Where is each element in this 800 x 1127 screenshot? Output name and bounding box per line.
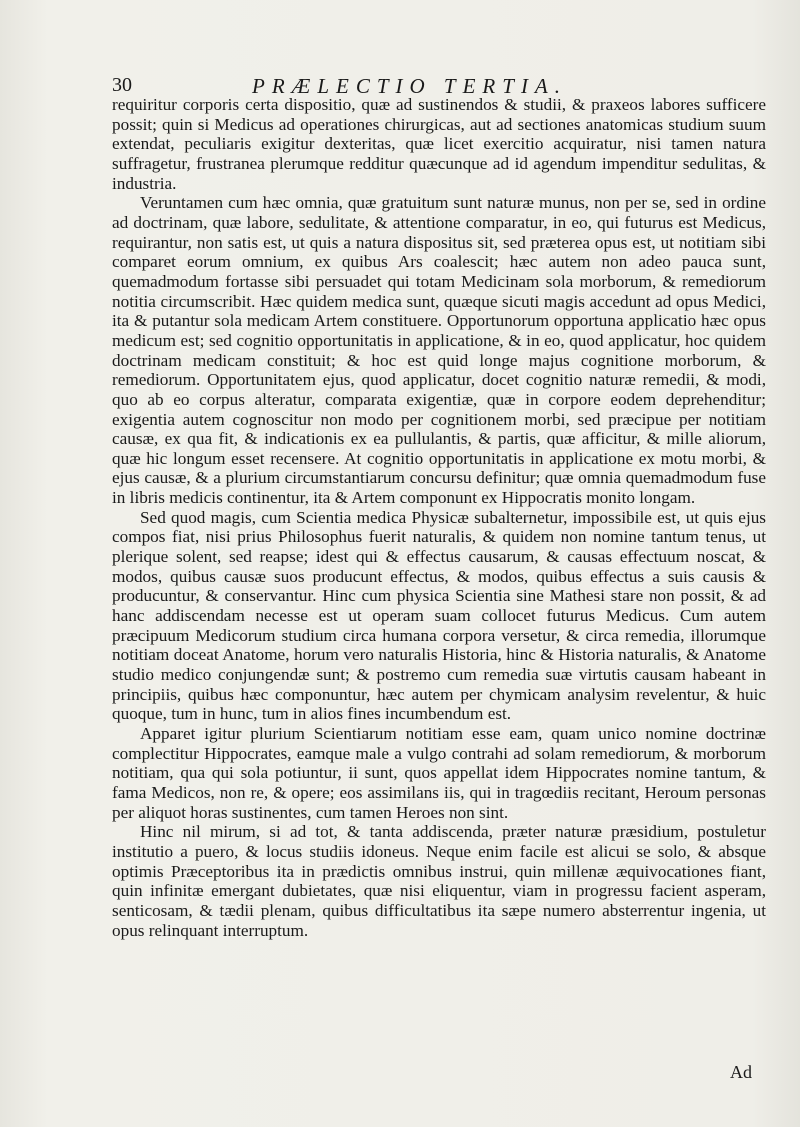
page-number: 30 bbox=[112, 74, 132, 96]
paragraph: Veruntamen cum hæc omnia, quæ gratuitum sunt naturæ munus, non per se, sed in ordine ad doctrinam, quæ labore, sedulitate, & attentione comparatur, in eo, qui futurus est Medicus, requirantur, non satis est, ut quis a natura dispositus sit, sed præterea opus est, ut notitiam sibi comparet eorum omnium, ex quibus Ars coalescit; hæc autem non adeo pauca sunt, quemadmodum fortasse sibi persuadet qui totam Medicinam sola morborum, & remediorum notitia circumscribit. Hæc quidem medica sunt, quæque sicuti magis accedunt ad opus Medici, ita & putantur sola medicam Artem constituere. Opportunorum opportuna applicatio hæc opus medicum est; sed cognitio opportunitatis in applicatione, & in eo, quod applicatur, hoc quidem doctrinam medicam constituit; & hoc est quid longe majus cognitione morborum, & remediorum. Opportunitatem ejus, quod applicatur, docet cognitio naturæ remedii, & modi, quo ab eo corpus alteratur, comparata exigentiæ, quæ in corpore eodem deprehenditur; exigentia autem cognoscitur non modo per cognitionem morbi, sed præcipue per notitiam causæ, ex qua fit, & indicationis ex ea pullulantis, & partis, quæ afficitur, & mille aliorum, quæ hic longum esset recensere. At cognitio opportunitatis in applicatione ex motu morbi, & ejus causæ, & a plurium circumstantiarum concursu definitur; quæ omnia quemadmodum fuse in libris medicis continentur, ita & Artem componunt ex Hippocratis monito longam. bbox=[112, 193, 766, 508]
paragraph-continuation: requiritur corporis certa dispositio, quæ ad sustinendos & studii, & praxeos labores sufficere possit; quin si Medicus ad operationes chirurgicas, aut ad sectiones anatomicas studium suum extendat, peculiaris exigitur dexteritas, quæ licet exercitio acquiratur, nisi tamen natura suffragetur, frustranea plerumque redditur quæcunque ad id agendum impenditur sedulitas, & industria. bbox=[112, 95, 766, 193]
catchword: Ad bbox=[730, 1062, 752, 1082]
paragraph: Apparet igitur plurium Scientiarum notitiam esse eam, quam unico nomine doctrinæ complectitur Hippocrates, eamque male a vulgo contrahi ad solam remediorum, & morborum notitiam, qua qui sola potiuntur, ii sunt, quos appellat idem Hippocrates nomine tantum, & fama Medicos, non re, & opere; eos assimilans iis, qui in tragœdiis recitant, Heroum personas per aliquot horas sustinentes, cum tamen Heroes non sint. bbox=[112, 724, 766, 822]
paragraph: Sed quod magis, cum Scientia medica Physicæ subalternetur, impossibile est, ut quis ejus compos fiat, nisi prius Philosophus fuerit naturalis, & quidem non nomine tantum tenus, ut plerique solent, sed reapse; idest qui & effectus causarum, & causas effectuum noscat, & modos, quibus causæ suos producunt effectus, & modos, quibus effectus a suis causis & producuntur, & conservantur. Hinc cum physica Scientia sine Mathesi stare non possit, & ad hanc addiscendam necesse est ut operam suam collocet futurus Medicus. Cum autem præcipuum Medicorum studium circa humana corpora versetur, & circa remedia, illorumque notitiam doceat Anatome, horum vero naturalis Historia, hinc & Historia naturalis, & Anatome studio medico conjungendæ sunt; & postremo cum remedia suæ virtutis causam habeant in principiis, quibus hæc componuntur, hæc autem per chymicam analysim revelentur, & huic quoque, tum in hunc, tum in alios fines incumbendum est. bbox=[112, 507, 766, 724]
body-text bbox=[112, 95, 766, 940]
running-title: PRÆLECTIO TERTIA. bbox=[252, 74, 568, 98]
paragraph: Hinc nil mirum, si ad tot, & tanta addiscenda, præter naturæ præsidium, postuletur institutio a puero, & locus studiis idoneus. Neque enim facile est alicui se solo, & absque optimis Præceptoribus ita in prædictis omnibus instrui, quin millenæ æquivocationes fiant, quin infinitæ emergant dubietates, quæ nisi eliquentur, viam in progressu facient asperam, senticosam, & tædii plenam, quibus difficultatibus ita sæpe numero absterrentur ingenia, ut opus relinquant interruptum. bbox=[112, 822, 766, 940]
